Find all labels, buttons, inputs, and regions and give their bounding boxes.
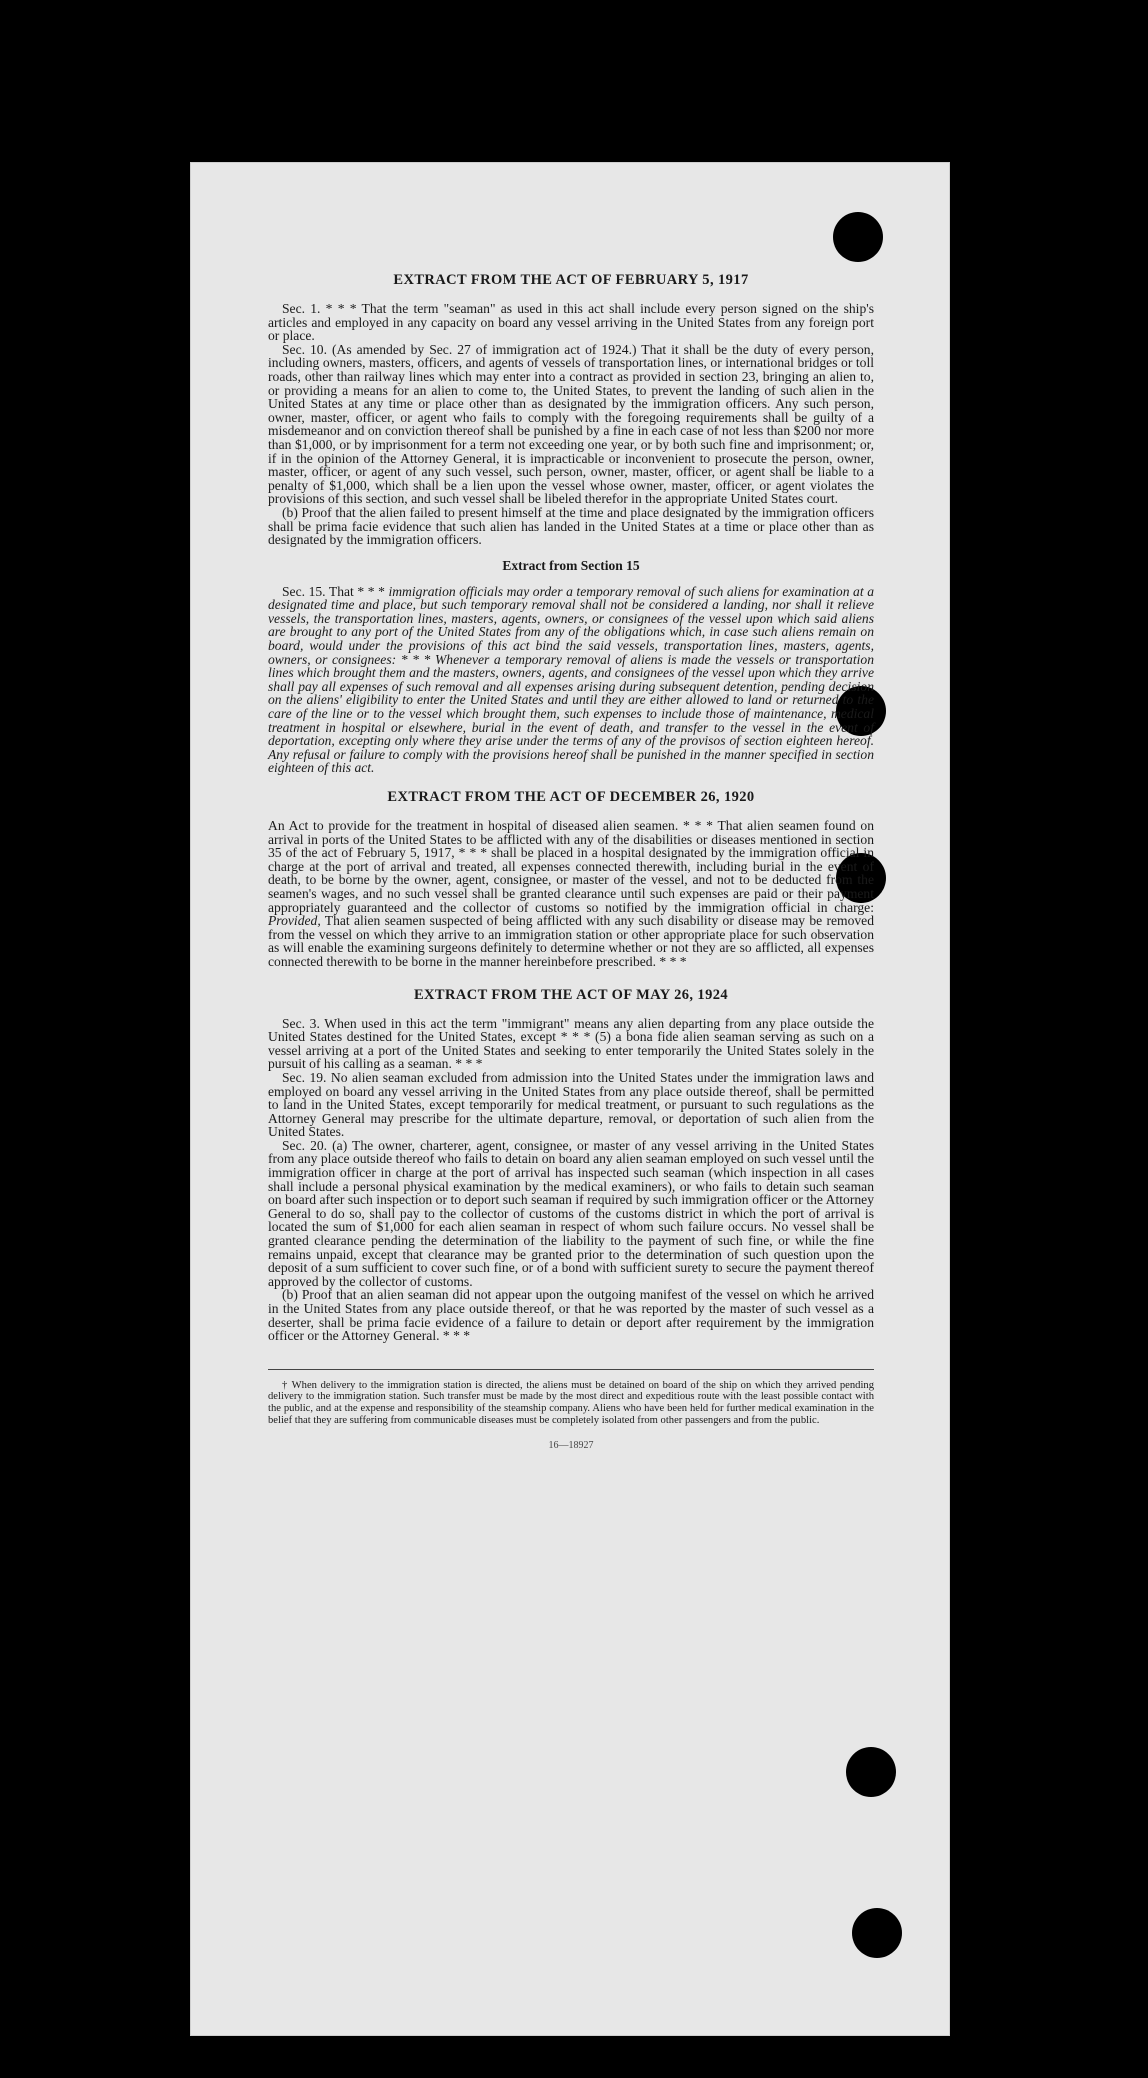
paragraph bbox=[268, 585, 874, 775]
paragraph: (b) Proof that the alien failed to present himself at the time and place designated by the immigration officers shall be prima facie evidence that such alien has landed in the United States at a time or place other than as designated by the immigration officers. bbox=[268, 504, 874, 548]
punch-hole bbox=[846, 1747, 896, 1797]
footnote bbox=[268, 1369, 874, 1426]
section-title: Extract from Section 15 bbox=[502, 557, 640, 573]
punch-hole bbox=[852, 1908, 902, 1958]
file-number: 16—18927 bbox=[548, 1440, 594, 1452]
paragraph: Sec. 19. No alien seaman excluded from admission into the United States under the immigration laws and employed on board any vessel arriving in the United States from any place outside thereof, shall be permitted to land in the United States, except temporarily for medical treatment, or pursuant to such regulations as the Attorney General may prescribe for the ultimate departure, removal, or deportation of such alien from the United States. bbox=[268, 1069, 874, 1140]
footnote-text: † When delivery to the immigration station is directed, the aliens must be detained on board of the ship on which they arrived pending delivery to the immigration station. Such transfer must be made by the most direct and expeditious route with the least possible contact with the public, and at the expense and responsibility of the steamship company. Aliens who have been held for further medical examination in the belief that they are suffering from communicable diseases must be completely isolated from other passengers and from the public. bbox=[268, 1379, 874, 1426]
section-title: EXTRACT FROM THE ACT OF FEBRUARY 5, 1917 bbox=[393, 272, 749, 288]
document-page bbox=[190, 162, 950, 2036]
punch-hole bbox=[833, 212, 883, 262]
document-body bbox=[268, 272, 874, 1451]
paragraph: Sec. 20. (a) The owner, charterer, agent, consignee, or master of any vessel arriving in the United States from any place outside thereof who fails to detain on board any alien seaman employed on such vessel until the immigration officer in charge at the port of arrival has inspected such seaman (which inspection in all cases shall include a personal physical examination by the medical examiners), or who fails to detain such seaman on board after such inspection or to deport such seaman if required by such immigration officer or the Attorney General to do so, shall pay to the collector of customs of the customs district in which the port of arrival is located the sum of $1,000 for each alien seaman in respect of whom such failure occurs. No vessel shall be granted clearance pending the determination of the liability to the payment of such fine, or while the fine remains unpaid, except that clearance may be granted prior to the determination of such question upon the deposit of a sum sufficient to cover such fine, or of a bond with sufficient surety to secure the payment thereof approved by the collector of customs. bbox=[268, 1137, 874, 1289]
italic-text: immigration officials may order a temporary removal of such aliens for examination at a designated time and place, but such temporary removal shall not be considered a landing, nor shall it relieve vessels, the transportation lines, masters, agents, owners, or consignees of the vessel upon which said aliens are brought to any port of the United States from any of the obligations which, in case such aliens remain on board, would under the provisions of this act bind the said vessels, transportation lines, masters, agents, owners, or consignees: * * * Whenever a temporary removal of aliens is made the vessels or transportation lines which brought them and the masters, owners, agents, and consignees of the vessel upon which they arrive shall pay all expenses of such removal and all expenses arising during subsequent detention, pending decision on the aliens' eligibility to enter the United States and until they are either allowed to land or returned to the care of the line or to the vessel which brought them, such expenses to include those of maintenance, medical treatment in hospital or elsewhere, burial in the event of death, and transfer to the vessel in the event of deportation, excepting only where they arise under the terms of any of the provisos of section eighteen hereof. Any refusal or failure to comply with the provisions hereof shall be punished in the manner specified in section eighteen of this act. bbox=[268, 583, 874, 776]
text-run: That alien seamen suspected of being afflicted with any such disability or disease may be removed from the vessel on which they arrive to an immigration station or other appropriate place for such observation as will enable the examining surgeons definitely to determine whether or not they are so afflicted, all expenses connected therewith to be borne in the manner hereinbefore prescribed. * * * bbox=[268, 913, 874, 969]
paragraph: (b) Proof that an alien seaman did not appear upon the outgoing manifest of the vessel on which he arrived in the United States from any place outside thereof, or that he was reported by the master of such vessel as a deserter, shall be prima facie evidence of a failure to detain or deport after requirement by the immigration officer or the Attorney General. * * * bbox=[268, 1287, 874, 1344]
paragraph: Sec. 3. When used in this act the term "immigrant" means any alien departing from any place outside the United States destined for the United States, except * * * (5) a bona fide alien seaman serving as such on a vessel arriving at a port of the United States and seeking to enter temporarily the United States solely in the pursuit of his calling as a seaman. * * * bbox=[268, 1015, 874, 1072]
section-title: EXTRACT FROM THE ACT OF MAY 26, 1924 bbox=[413, 986, 729, 1003]
paragraph: Sec. 1. * * * That the term "seaman" as used in this act shall include every person signed on the ship's articles and employed in any capacity on board any vessel arriving in the United States from any foreign port or place. bbox=[268, 301, 874, 344]
section-title: EXTRACT FROM THE ACT OF DECEMBER 26, 1920 bbox=[387, 789, 755, 805]
paragraph: Sec. 10. (As amended by Sec. 27 of immigration act of 1924.) That it shall be the duty of every person, including owners, masters, officers, and agents of vessels of transportation lines, or international bridges or toll roads, other than railway lines which may enter into a contract as provided in section 23, bringing an alien to, or providing a means for an alien to come to, the United States, to prevent the landing of such alien in the United States at any time or place other than as designated by the immigration officers. Any such person, owner, master, officer, or agent who fails to comply with the foregoing requirements shall be guilty of a misdemeanor and on conviction thereof shall be punished by a fine in each case of not less than $200 nor more than $1,000, or by imprisonment for a term not exceeding one year, or by both such fine and imprisonment; or, if in the opinion of the Attorney General, it is impracticable or inconvenient to prosecute the person, owner, master, officer, or agent of any such vessel, such person, owner, master, officer, or agent shall be liable to a penalty of $1,000, which shall be a lien upon the vessel whose owner, master, officer, or agent violates the provisions of this section, and such vessel shall be libeled therefor in the appropriate United States court. bbox=[268, 341, 874, 507]
text-run: An Act to provide for the treatment in hospital of diseased alien seamen. * * * That alien seamen found on arrival in ports of the United States to be afflicted with any of the disabilities or diseases mentioned in section 35 of the act of February 5, 1917, * * * shall be placed in a hospital designated by the immigration official in charge at the port of arrival and treated, all expenses connected therewith, including burial in the event of death, to be borne by the owner, agent, consignee, or master of the vessel, and not to be deducted from the seamen's wages, and no such vessel shall be granted clearance until such expenses are paid or their payment appropriately guaranteed and the collector of customs so notified by the immigration official in charge: bbox=[268, 818, 874, 915]
paragraph bbox=[268, 819, 874, 969]
section-lead: Sec. 15. That * * * bbox=[282, 583, 389, 599]
italic-text: Provided, bbox=[268, 913, 321, 929]
